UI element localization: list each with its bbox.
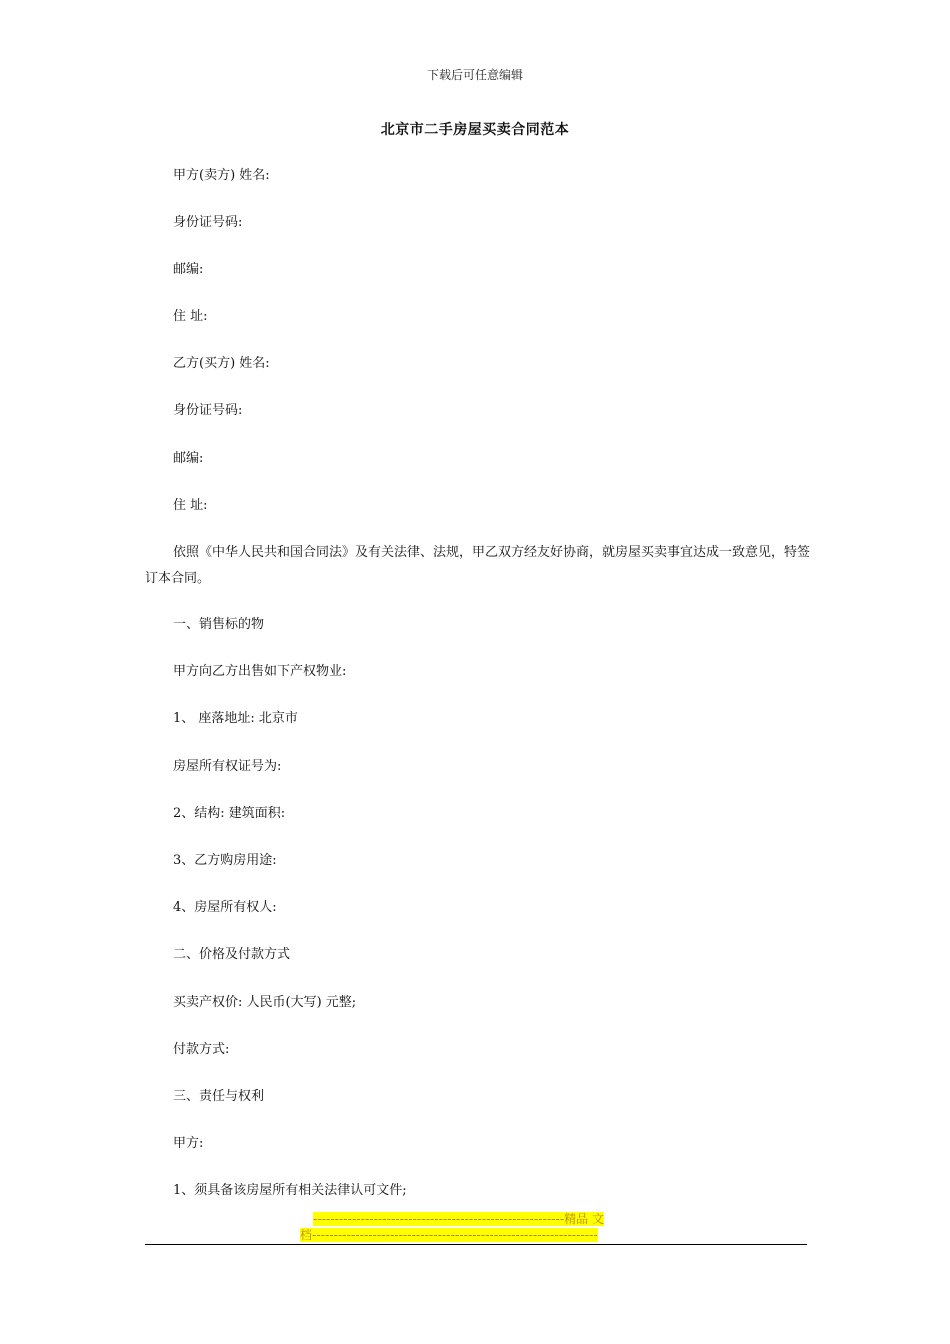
item-1-certificate: 房屋所有权证号为: (173, 759, 282, 774)
seller-address-field: 住 址: (173, 309, 208, 324)
duty-1-line: 1、须具备该房屋所有相关法律认可文件; (173, 1183, 407, 1198)
preamble-paragraph: 依照《中华人民共和国合同法》及有关法律、法规，甲乙双方经友好协商，就房屋买卖事宜达成一致意见，特签订本合同。 (145, 545, 811, 586)
seller-zip-field: 邮编: (173, 262, 204, 277)
document-title: 北京市二手房屋买卖合同范本 (380, 122, 570, 138)
seller-id-field: 身份证号码: (173, 215, 243, 230)
section-3-heading: 三、责任与权利 (173, 1089, 265, 1104)
buyer-name-field: 乙方(买方) 姓名: (173, 356, 270, 371)
item-3-purpose: 3、乙方购房用途: (173, 853, 277, 868)
section-1-intro: 甲方向乙方出售如下产权物业: (173, 664, 347, 679)
footer-banner (300, 1211, 650, 1243)
section-1-heading: 一、销售标的物 (173, 617, 265, 632)
footer-divider (145, 1244, 807, 1245)
buyer-id-field: 身份证号码: (173, 403, 243, 418)
buyer-address-field: 住 址: (173, 498, 208, 513)
buyer-zip-field: 邮编: (173, 451, 204, 466)
footer-banner-line-1: ----------------------------------------------------------精品 文 (313, 1212, 604, 1226)
payment-line: 付款方式: (173, 1042, 230, 1057)
party-a-label: 甲方: (173, 1136, 204, 1151)
item-1-address: 1、 座落地址: 北京市 (173, 711, 298, 726)
header-note: 下载后可任意编辑 (426, 68, 523, 82)
footer-banner-line-2: 档------------------------------------------------------------------ (300, 1228, 598, 1242)
price-line: 买卖产权价: 人民币(大写) 元整; (173, 995, 357, 1010)
item-4-owner: 4、房屋所有权人: (173, 900, 277, 915)
section-2-heading: 二、价格及付款方式 (173, 947, 291, 962)
seller-name-field: 甲方(卖方) 姓名: (173, 168, 270, 183)
item-2-structure: 2、结构: 建筑面积: (173, 806, 286, 821)
